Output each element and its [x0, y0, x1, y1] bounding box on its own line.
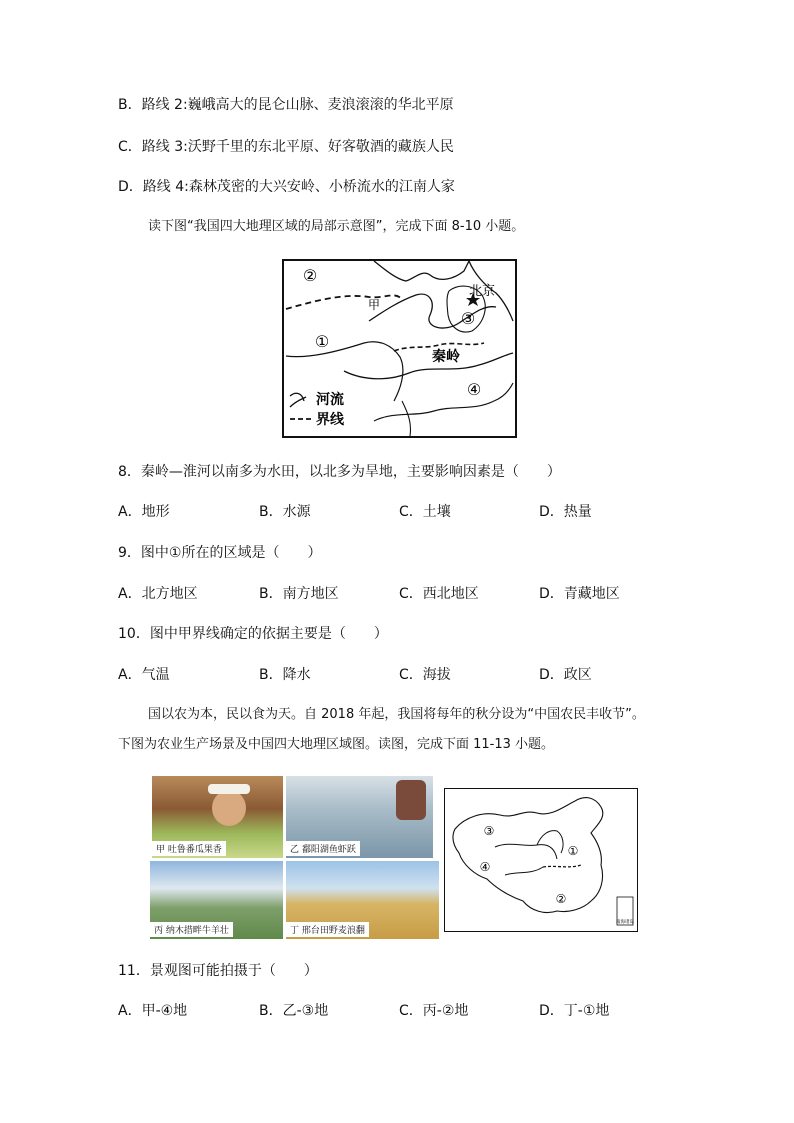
china-region-map	[444, 788, 638, 932]
q8-stem: 8．秦岭—淮河以南多为水田，以北多为旱地，主要影响因素是（ ）	[118, 464, 561, 480]
q7-option-c: C．路线 3:沃野千里的东北平原、好客敬酒的藏族人民	[118, 139, 454, 155]
photo-ding	[286, 861, 439, 939]
q11-stem: 11．景观图可能拍摄于（ ）	[118, 963, 318, 979]
china-region-map-drawing	[445, 789, 637, 931]
photo-jia	[152, 776, 283, 858]
q9-stem: 9．图中①所在的区域是（ ）	[118, 545, 322, 561]
q11-option-b: B．乙-③地	[259, 1003, 329, 1019]
map1-label-r1: ①	[314, 332, 330, 351]
q9-option-b: B．南方地区	[259, 586, 339, 602]
caption-bing: 丙 纳木措畔牛羊壮	[150, 922, 233, 937]
map1-label-qinling: 秦岭	[432, 349, 460, 365]
map2-label-r2: ②	[555, 892, 567, 906]
q10-option-d: D．政区	[539, 667, 592, 683]
q10-option-a: A．气温	[118, 667, 170, 683]
q8-option-b: B．水源	[259, 504, 311, 520]
q10-stem: 10．图中甲界线确定的依据主要是（ ）	[118, 626, 388, 642]
map1-label-jia: 甲	[367, 298, 381, 312]
map1-label-r2: ②	[302, 266, 318, 285]
caption-yi: 乙 鄱阳湖鱼虾跃	[286, 841, 360, 856]
caption-jia: 甲 吐鲁番瓜果香	[152, 841, 226, 856]
q11-option-a: A．甲-④地	[118, 1003, 188, 1019]
map1-label-r4: ④	[466, 380, 482, 399]
q8-option-d: D．热量	[539, 504, 592, 520]
intro-11-13-line1: 国以农为本，民以食为天。自 2018 年起，我国将每年的秋分设为“中国农民丰收节”。	[148, 707, 645, 722]
legend-river: 河流	[316, 392, 344, 408]
map1-label-r3: ③	[460, 309, 476, 328]
map2-label-r3: ③	[483, 824, 495, 838]
inset-label: 南海诸岛	[616, 920, 634, 925]
intro-8-10: 读下图“我国四大地理区域的局部示意图”，完成下面 8-10 小题。	[148, 219, 525, 234]
q9-option-d: D．青藏地区	[539, 586, 620, 602]
map1-label-beijing: 北京	[468, 284, 496, 299]
photo-yi	[286, 776, 433, 858]
photo-bing	[150, 861, 283, 939]
river-legend-icon	[290, 393, 306, 407]
regional-map	[282, 259, 517, 438]
q9-option-c: C．西北地区	[399, 586, 479, 602]
regional-map-drawing	[284, 261, 515, 436]
legend-boundary: 界线	[316, 412, 344, 428]
caption-ding: 丁 邢台田野麦浪翻	[286, 922, 369, 937]
q8-option-c: C．土壤	[399, 504, 451, 520]
map2-label-r4: ④	[479, 860, 491, 874]
q9-option-a: A．北方地区	[118, 586, 198, 602]
q7-option-d: D．路线 4:森林茂密的大兴安岭、小桥流水的江南人家	[118, 179, 455, 195]
q10-option-b: B．降水	[259, 667, 311, 683]
map2-label-r1: ①	[567, 844, 579, 858]
q10-option-c: C．海拔	[399, 667, 451, 683]
q11-option-d: D．丁-①地	[539, 1003, 610, 1019]
q11-option-c: C．丙-②地	[399, 1003, 469, 1019]
q8-option-a: A．地形	[118, 504, 170, 520]
q7-option-b: B．路线 2:巍峨高大的昆仑山脉、麦浪滚滚的华北平原	[118, 97, 454, 113]
intro-11-13-line2: 下图为农业生产场景及中国四大地理区域图。读图，完成下面 11-13 小题。	[118, 737, 555, 752]
